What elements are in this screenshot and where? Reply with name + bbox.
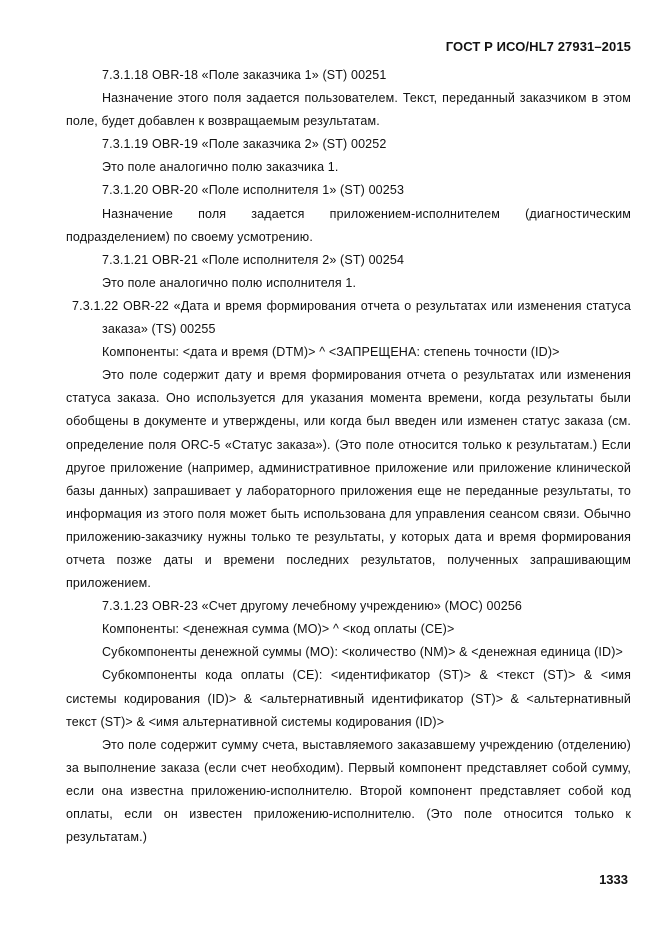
paragraph: Это поле аналогично полю исполнителя 1. (102, 275, 357, 290)
paragraph: Это поле аналогично полю заказчика 1. (102, 160, 339, 175)
section-heading-obr23: 7.3.1.23 OBR-23 «Счет другому лечебному учреждению» (MOC) 00256 (102, 599, 523, 614)
section-heading-obr18: 7.3.1.18 OBR-18 «Поле заказчика 1» (ST) 00251 (102, 68, 387, 82)
paragraph: Это поле содержит дату и время формирования отчета о результатах или изменения статуса заказа. Оно используется для указания момента времени, когда результаты были обобщены в документе и утверждены, или когда был введен или изменен статус заказа (см. определение поля ORC-5 «Статус заказа»). (Это поле относится только к результатам.) Если другое приложение (например, административное приложение или приложение клинической базы данных) запрашивает у лабораторного приложения еще не переданные результаты, то информация из этого поля может быть использована для управления сеансом связи. Обычно приложению-заказчику нужны только те результаты, у которых дата и время формирования отчета позже даты и времени последних результатов, полученных запрашивающим приложением. (66, 368, 631, 591)
paragraph: Субкомпоненты кода оплаты (CE): <идентификатор (ST)> & <текст (ST)> & <имя системы кодирования (ID)> & <альтернативный идентификатор (ST)> & <альтернативный текст (ST)> & <имя альтернативной системы кодирования (ID)> (66, 668, 631, 729)
page-body (66, 64, 631, 849)
paragraph: Назначение поля задается приложением-исполнителем (диагностическим подразделением) по своему усмотрению. (66, 206, 631, 244)
paragraph: Назначение этого поля задается пользователем. Текст, переданный заказчиком в этом поле, будет добавлен к возвращаемым результатам. (66, 91, 631, 129)
paragraph: Это поле содержит сумму счета, выставляемого заказавшему учреждению (отделению) за выполнение заказа (если счет необходим). Первый компонент представляет собой сумму, если она известна приложению-исполнителю. Второй компонент представляет собой код оплаты, если он известен приложению-исполнителю. (Это поле относится только к результатам.) (66, 737, 631, 845)
paragraph: Компоненты: <дата и время (DTM)> ^ <ЗАПРЕЩЕНА: степень точности (ID)> (102, 345, 560, 360)
section-heading-obr20: 7.3.1.20 OBR-20 «Поле исполнителя 1» (ST) 00253 (102, 183, 405, 198)
section-heading-obr22: 7.3.1.22 OBR-22 «Дата и время формирования отчета о результатах или изменения статуса заказа» (TS) 00255 (72, 298, 631, 337)
section-heading-obr21: 7.3.1.21 OBR-21 «Поле исполнителя 2» (ST) 00254 (102, 252, 405, 267)
paragraph: Компоненты: <денежная сумма (MO)> ^ <код оплаты (CE)> (102, 622, 455, 637)
standard-header: ГОСТ Р ИСО/HL7 27931–2015 (445, 39, 631, 54)
paragraph: Субкомпоненты денежной суммы (MO): <количество (NM)> & <денежная единица (ID)> (102, 645, 623, 660)
section-heading-obr19: 7.3.1.19 OBR-19 «Поле заказчика 2» (ST) 00252 (102, 137, 387, 152)
page-number: 1333 (599, 872, 628, 887)
